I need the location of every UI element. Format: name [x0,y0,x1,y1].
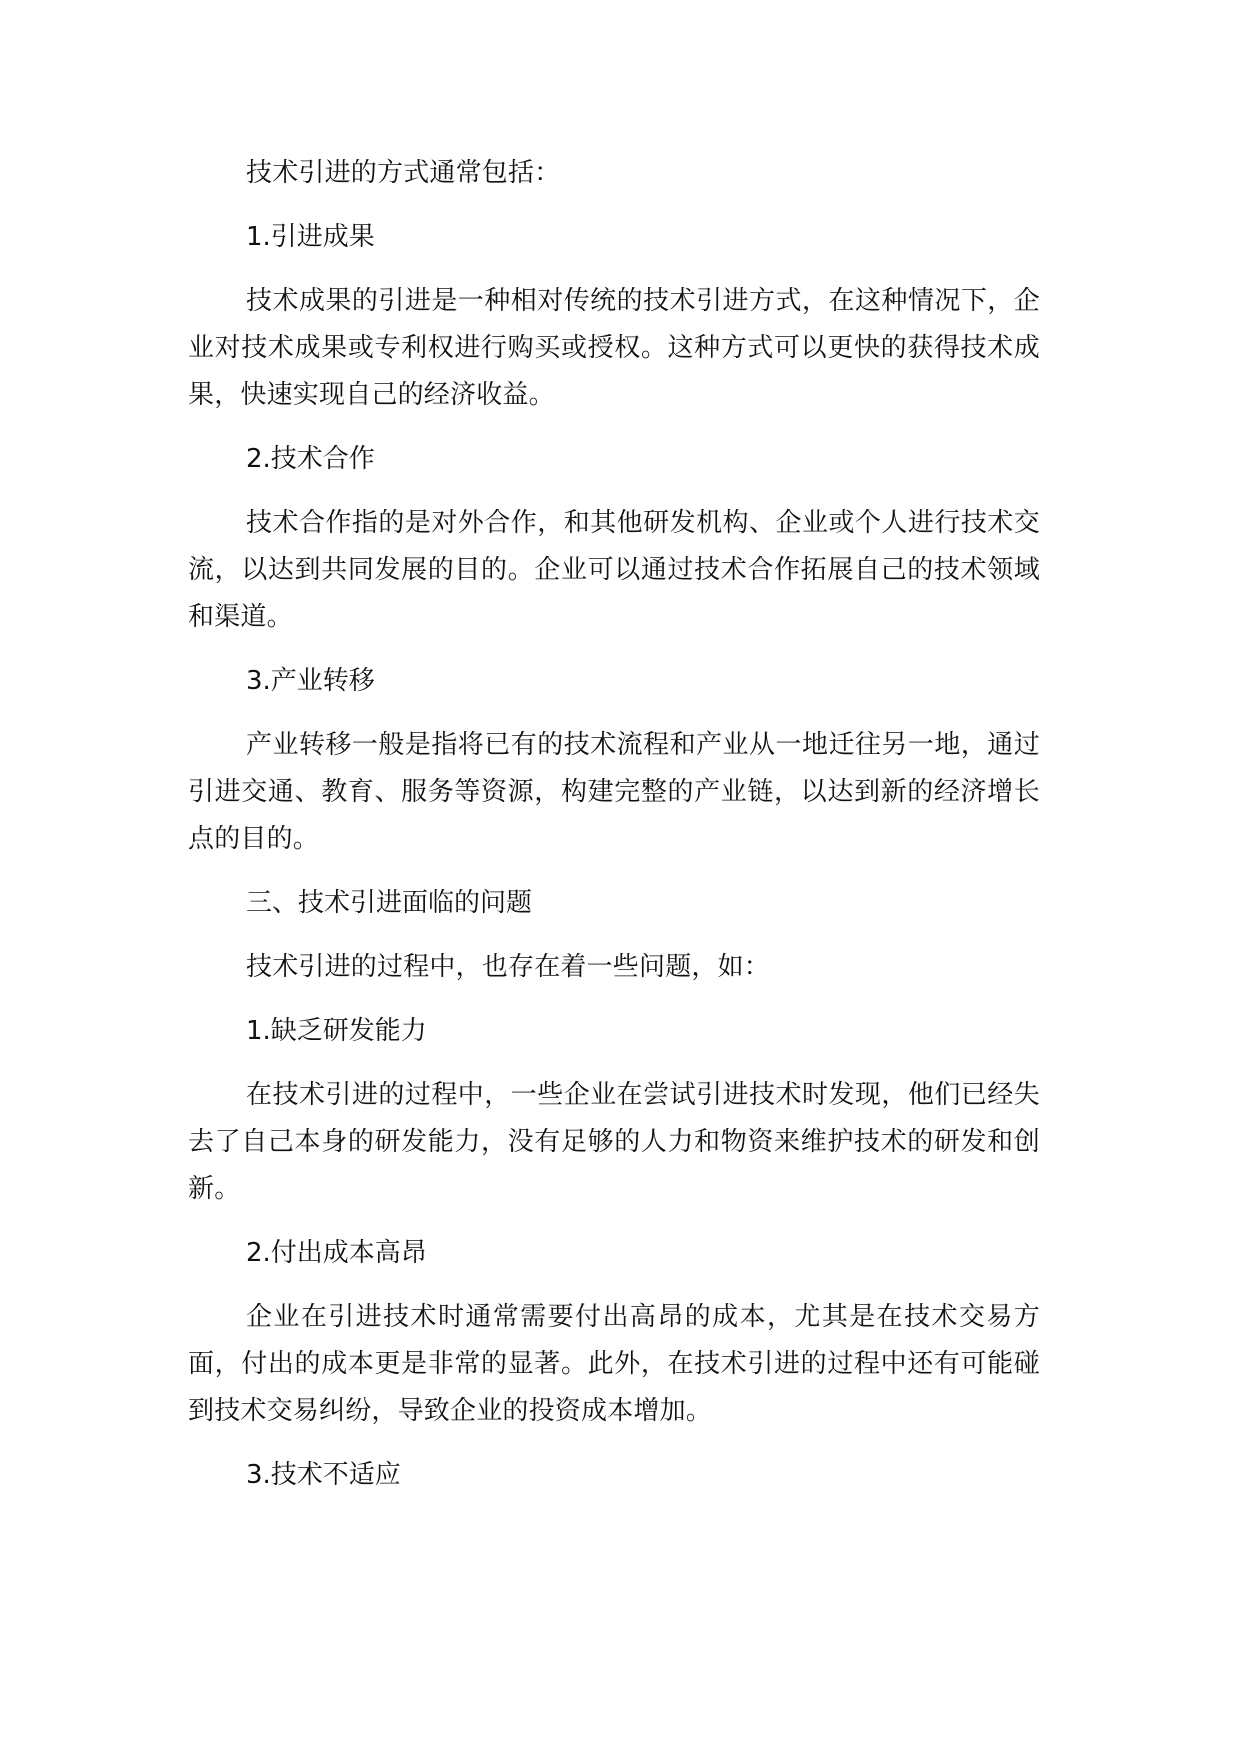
body-paragraph: 技术成果的引进是一种相对传统的技术引进方式，在这种情况下，企业对技术成果或专利权进行购买或授权。这种方式可以更快的获得技术成果，快速实现自己的经济收益。 [188,286,1040,410]
document-body [188,150,1040,1516]
body-paragraph: 企业在引进技术时通常需要付出高昂的成本，尤其是在技术交易方面，付出的成本更是非常的显著。此外，在技术引进的过程中还有可能碰到技术交易纠纷，导致企业的投资成本增加。 [188,1302,1040,1426]
section-heading: 1.引进成果 [246,222,375,252]
body-paragraph: 在技术引进的过程中，一些企业在尝试引进技术时发现，他们已经失去了自己本身的研发能力，没有足够的人力和物资来维护技术的研发和创新。 [188,1080,1040,1204]
section-heading: 2.付出成本高昂 [246,1238,427,1268]
intro-paragraph: 技术引进的方式通常包括： [246,158,561,188]
section-heading: 3.产业转移 [246,666,375,696]
body-paragraph: 技术合作指的是对外合作，和其他研发机构、企业或个人进行技术交流，以达到共同发展的目的。企业可以通过技术合作拓展自己的技术领域和渠道。 [188,508,1040,632]
body-paragraph: 产业转移一般是指将已有的技术流程和产业从一地迁往另一地，通过引进交通、教育、服务等资源，构建完整的产业链，以达到新的经济增长点的目的。 [188,730,1040,854]
chapter-heading: 三、技术引进面临的问题 [246,888,533,918]
section-heading: 1.缺乏研发能力 [246,1016,427,1046]
body-paragraph: 技术引进的过程中，也存在着一些问题，如： [246,952,771,982]
section-heading: 3.技术不适应 [246,1460,401,1490]
section-heading: 2.技术合作 [246,444,375,474]
